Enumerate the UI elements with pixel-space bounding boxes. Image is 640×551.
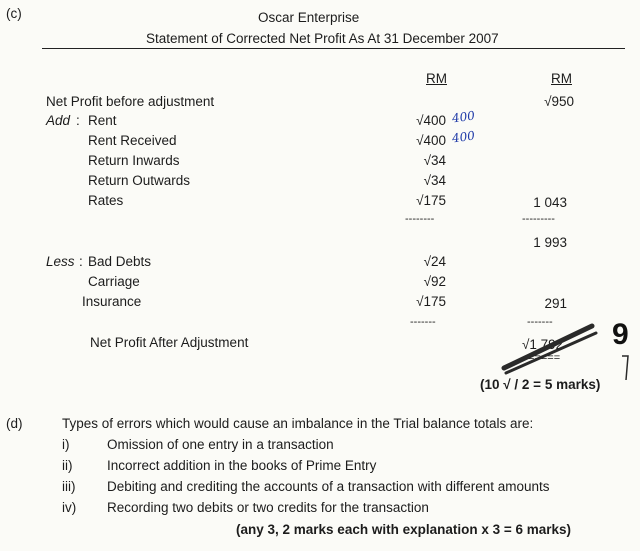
add-colon: :: [76, 113, 80, 128]
column-heading-1: RM: [426, 71, 447, 86]
error-item-1-text: Omission of one entry in a transaction: [107, 437, 334, 452]
error-item-4-num: iv): [62, 500, 77, 515]
less-colon: :: [79, 254, 83, 269]
add-item-rent-received-amount: √400: [416, 133, 446, 148]
add-item-return-inwards-label: Return Inwards: [88, 153, 180, 168]
section-d-marks: (any 3, 2 marks each with explanation x 3 = 6 marks): [236, 522, 572, 537]
error-item-2-num: ii): [62, 458, 73, 473]
net-profit-before-total: √950: [544, 94, 574, 109]
net-profit-after-label: Net Profit After Adjustment: [90, 335, 249, 350]
error-item-1-num: i): [62, 437, 70, 452]
statement-title: Statement of Corrected Net Profit As At 31 December 2007: [146, 31, 499, 46]
section-d-intro: Types of errors which would cause an imbalance in the Trial balance totals are:: [62, 416, 534, 431]
less-item-bad-debts-amount: √24: [423, 254, 446, 269]
net-profit-before-label: Net Profit before adjustment: [46, 94, 215, 109]
net-profit-double-rule: =====: [528, 352, 561, 364]
subtotal: 1 993: [533, 235, 567, 250]
less-item-carriage-label: Carriage: [88, 274, 140, 289]
section-c-label: (c): [6, 6, 22, 21]
add-item-return-outwards-amount: √34: [423, 173, 446, 188]
error-item-3-num: iii): [62, 479, 76, 494]
add-item-return-outwards-label: Return Outwards: [88, 173, 191, 188]
add-item-return-inwards-amount: √34: [423, 153, 446, 168]
less-item-carriage-amount: √92: [423, 274, 446, 289]
handwritten-note-rent: 400: [451, 108, 476, 126]
add-label: Add: [46, 113, 71, 128]
add-total: 1 043: [533, 195, 567, 210]
section-d-label: (d): [6, 416, 23, 431]
less-item-bad-debts-label: Bad Debts: [88, 254, 152, 269]
title-rule: [42, 48, 625, 49]
handwritten-note-rent-received: 400: [451, 128, 476, 146]
column-heading-2: RM: [551, 71, 572, 86]
error-item-4-text: Recording two debits or two credits for the transaction: [107, 500, 429, 515]
error-item-2-text: Incorrect addition in the books of Prime Entry: [107, 458, 377, 473]
add-subtotal-dashes: --------: [405, 213, 435, 225]
add-total-dashes: ---------: [522, 213, 555, 225]
add-item-rent-received-label: Rent Received: [88, 133, 177, 148]
add-item-rates-label: Rates: [88, 193, 124, 208]
add-item-rates-amount: √175: [416, 193, 446, 208]
company-name: Oscar Enterprise: [258, 10, 360, 25]
add-item-rent-label: Rent: [88, 113, 117, 128]
less-item-insurance-amount: √175: [416, 294, 446, 309]
less-item-insurance-label: Insurance: [82, 294, 142, 309]
net-profit-after-total: √1 792: [522, 337, 564, 352]
less-total: 291: [544, 296, 567, 311]
section-c-marks: (10 √ / 2 = 5 marks): [480, 377, 601, 392]
grade-mark: 9: [612, 318, 629, 351]
less-total-dashes: -------: [527, 316, 553, 328]
less-subtotal-dashes: -------: [410, 316, 436, 328]
less-label: Less: [46, 254, 75, 269]
error-item-3-text: Debiting and crediting the accounts of a transaction with different amounts: [107, 479, 550, 494]
add-item-rent-amount: √400: [416, 113, 446, 128]
